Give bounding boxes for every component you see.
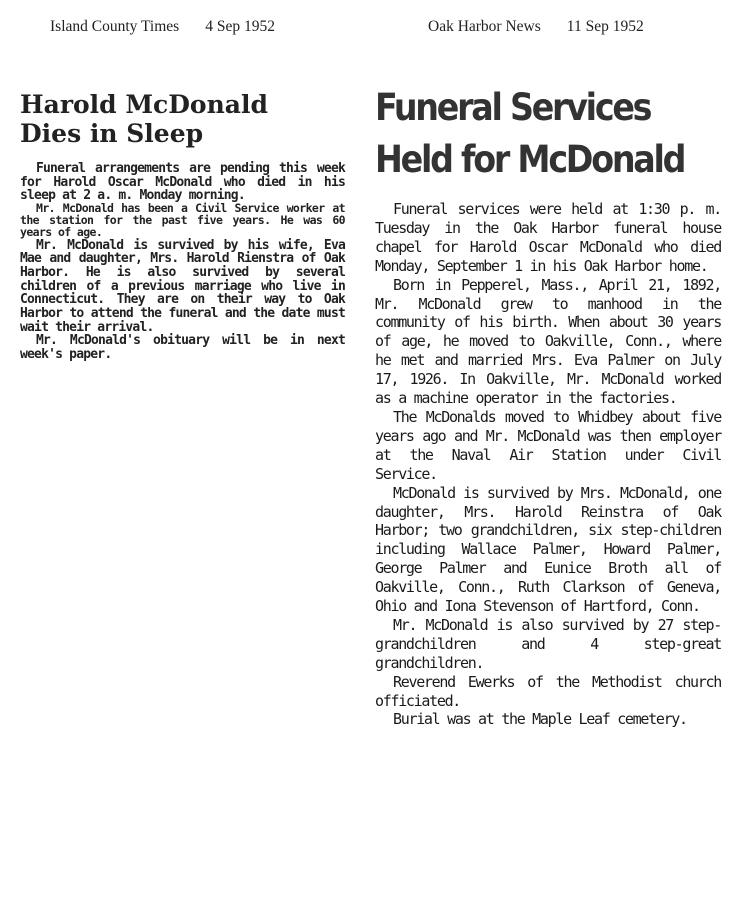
right-paragraph-4: McDonald is survived by Mrs. McDonald, one daughter, Mrs. Harold Reinstra of Oak Harbor; two grandchildren, six step-children including Wallace Palmer, Howard Palmer, George Palmer and Eunice Broth all of Oakville, Conn., Ruth Clarkson of Geneva, Ohio and Iona Stevenson of Hartford, Conn. (375, 483, 721, 616)
right-paragraph-1: Funeral services were held at 1:30 p. m. Tuesday in the Oak Harbor funeral house chapel for Harold Oscar McDonald who died Monday, September 1 in his Oak Harbor home. (375, 200, 721, 275)
right-paragraph-2: Born in Pepperel, Mass., April 21, 1892, Mr. McDonald grew to manhood in the community of his birth. When about 30 years of age, he moved to Oakville, Conn., where he met and married Mrs. Eva Palmer on July 17, 1926. In Oakville, Mr. McDonald worked as a machine operator in the factories. (375, 275, 721, 408)
left-headline-line-1: Harold McDonald (20, 90, 268, 119)
right-source-name: Oak Harbor News (428, 18, 541, 35)
right-source-date: 11 Sep 1952 (566, 18, 644, 35)
left-source-name: Island County Times (50, 18, 180, 35)
left-source-date: 4 Sep 1952 (205, 18, 275, 35)
left-headline-line-2: Dies in Sleep (20, 119, 204, 148)
left-paragraph-3: Mr. McDonald is survived by his wife, Eva Mae and daughter, Mrs. Harold Rienstra of Oak Harbor. He is also survived by several children of a previous marriage who live in Connecticut. They are on their way to Oak Harbor to attend the funeral and the date must wait their arrival. (20, 237, 345, 335)
right-article (375, 82, 721, 729)
right-headline-line-1: Funeral Services (375, 86, 651, 129)
left-article (20, 90, 345, 362)
right-paragraph-7: Burial was at the Maple Leaf cemetery. (393, 710, 687, 729)
right-paragraph-3: The McDonalds moved to Whidbey about five years ago and Mr. McDonald was then employer at the Naval Air Station under Civil Service. (375, 407, 721, 483)
left-paragraph-2: Mr. McDonald has been a Civil Service worker at the station for the past five years. He was 60 years of age. (20, 201, 345, 239)
right-paragraph-5: Mr. McDonald is also survived by 27 step-grandchildren and 4 step-great grandchildren. (375, 615, 721, 672)
left-article-body (20, 162, 345, 362)
right-source-line (428, 18, 644, 36)
left-source-line (50, 18, 275, 36)
right-paragraph-6: Reverend Ewerks of the Methodist church officiated. (375, 672, 721, 710)
left-paragraph-4: Mr. McDonald's obituary will be in next week's paper. (20, 333, 345, 363)
right-headline (375, 82, 686, 186)
right-article-body (375, 200, 721, 729)
right-headline-line-2: Held for McDonald (375, 138, 685, 181)
left-headline (20, 90, 345, 148)
left-paragraph-1: Funeral arrangements are pending this week for Harold Oscar McDonald who died in his sleep at 2 a. m. Monday morning. (20, 161, 345, 204)
